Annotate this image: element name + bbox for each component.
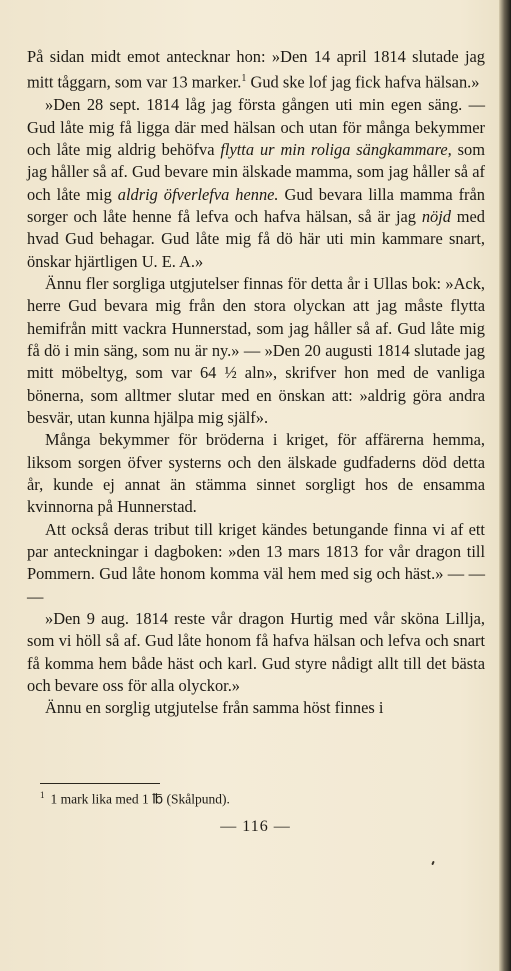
footnote-reference: 1 — [241, 73, 247, 85]
text-run: »Den 9 aug. 1814 reste vår dragon Hurtig med vår sköna Lillja, som vi höll så af. Gud låte honom få hafva hälsan och lefva och snart få komma hem både häst och karl. Gud styre nådigt allt till det bästa och bevare oss för alla olyckor.» — [27, 609, 485, 696]
page-edge — [499, 0, 511, 971]
paragraph — [27, 697, 485, 719]
footnote-text: 1 mark lika med 1 ℔ (Skålpund). — [50, 791, 230, 807]
text-run: Gud ske lof jag fick hafva hälsan.» — [246, 72, 480, 92]
emphasized-text: nöjd — [421, 206, 451, 226]
emphasized-text: flytta ur min roliga sängkammare, — [220, 139, 452, 159]
text-run: Många bekymmer för bröderna i kriget, för affärerna hemma, liksom sorgen öfver systerns och den älskade gudfaderns död detta år, kunde ej annat än stämma sinnet sorgligt hos de ensamma kvinnorna på Hunnerstad. — [27, 430, 485, 517]
page-number: — 116 — — [220, 818, 291, 835]
text-run: som jag håller så af. Gud bevare min älskade mamma, som jag håller så af och låte mig — [27, 139, 485, 204]
paragraph — [27, 608, 485, 697]
ink-speck — [431, 861, 435, 865]
text-run: På sidan midt emot antecknar hon: »Den 14 april 1814 slutade jag mitt tåggarn, som var 13 marker. — [27, 47, 485, 92]
paragraph — [27, 46, 485, 94]
footnote — [40, 786, 230, 809]
text-run: Ännu fler sorgliga utgjutelser finnas för detta år i Ullas bok: »Ack, herre Gud bevara mig från den stora olyckan att jag måste flytta hemifrån mitt vackra Hunnerstad, som jag håller så af. Gud låte mig få dö i min säng, som nu är ny.» — »Den 20 augusti 1814 slutade jag mitt möbeltyg, som var 64 ½ aln», skrifver hon med de vanliga bönerna, som alltmer slutar med en önskan att: »aldrig göra andra besvär, utan kunna hjälpa mig själf». — [27, 273, 485, 427]
paragraph — [27, 429, 485, 518]
emphasized-text: aldrig öfverlefva henne. — [117, 184, 279, 204]
text-run: »Den 28 sept. 1814 låg jag första gången uti min egen säng. — Gud låte mig få ligga där med hälsan och utan för många bekymmer och låte mig aldrig behöfva — [27, 95, 485, 159]
body-text — [27, 46, 485, 720]
text-run: Gud bevara lilla mamma från sorger och låte henne få lefva och hafva hälsan, så är jag — [27, 184, 485, 226]
text-run: Att också deras tribut till kriget kändes betungande finna vi af ett par anteckningar i dagboken: »den 13 mars 1813 for vår dragon till Pommern. Gud låte honom komma väl hem med sig och häst.» — — — — [27, 519, 485, 606]
footnote-rule — [40, 783, 160, 784]
text-run: Ännu en sorglig utgjutelse från samma höst finnes i — [45, 698, 384, 718]
paragraph — [27, 273, 485, 429]
text-run: med hvad Gud behagar. Gud låte mig få dö här uti min kammare snart, önskar hjärtligen U. E. A.» — [27, 206, 486, 271]
footnote-mark: 1 — [40, 790, 45, 800]
paragraph — [27, 94, 485, 273]
paragraph — [27, 519, 485, 608]
